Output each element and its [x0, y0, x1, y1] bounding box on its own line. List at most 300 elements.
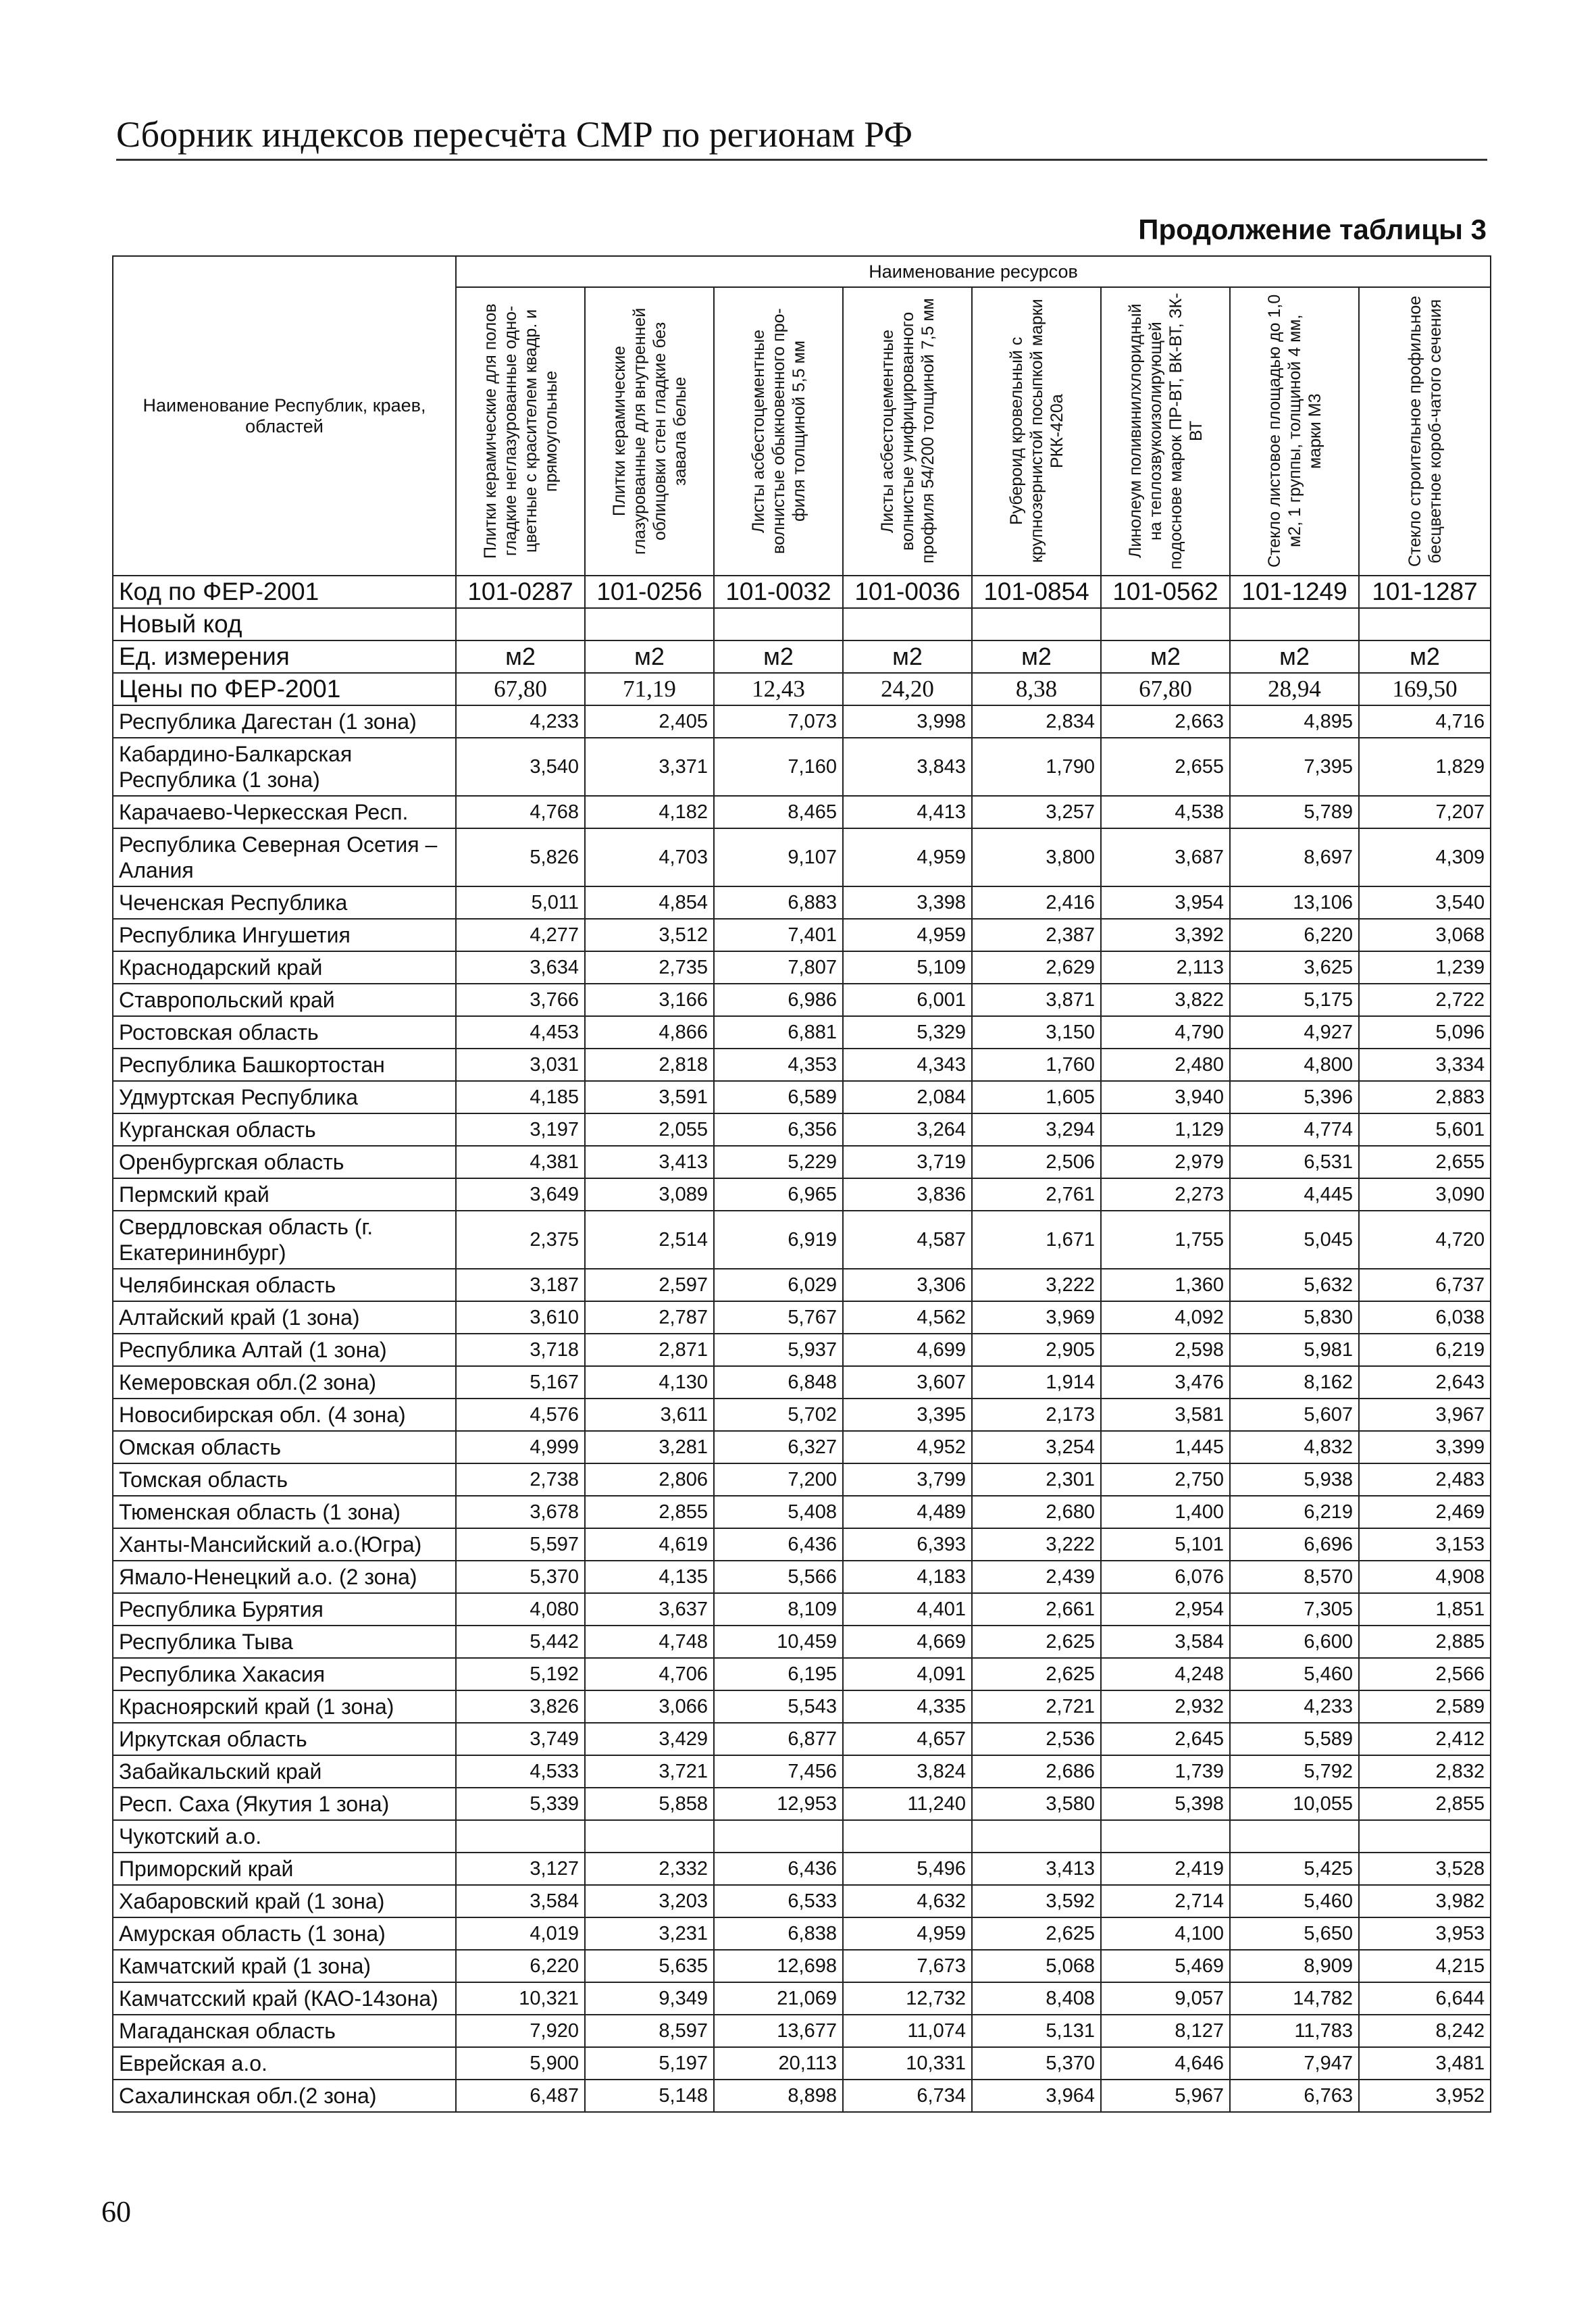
index-value-cell: 5,460	[1230, 1885, 1359, 1917]
index-value-cell: 5,635	[585, 1950, 714, 1982]
index-value-cell: 1,739	[1101, 1755, 1230, 1788]
index-value-cell: 4,019	[456, 1917, 585, 1950]
table-row	[113, 1626, 1491, 1658]
index-value-cell: 2,598	[1101, 1334, 1230, 1366]
index-value-cell: 4,401	[843, 1593, 972, 1626]
index-value-cell: 20,113	[714, 2047, 843, 2080]
resource-column-header	[1359, 287, 1491, 576]
index-value-cell: 3,090	[1359, 1178, 1491, 1211]
index-value-cell: 8,909	[1230, 1950, 1359, 1982]
index-value-cell: 3,800	[972, 828, 1101, 886]
index-value-cell: 6,531	[1230, 1146, 1359, 1178]
index-value-cell: 2,806	[585, 1463, 714, 1496]
index-value-cell: 1,755	[1101, 1211, 1230, 1269]
index-value-cell: 3,982	[1359, 1885, 1491, 1917]
price-cell: 8,38	[972, 673, 1101, 705]
index-value-cell: 8,597	[585, 2015, 714, 2047]
index-value-cell: 2,536	[972, 1723, 1101, 1755]
table-row	[113, 2015, 1491, 2047]
index-value-cell: 3,766	[456, 984, 585, 1016]
index-value-cell	[972, 1820, 1101, 1853]
index-value-cell: 4,619	[585, 1528, 714, 1561]
index-value-cell: 3,222	[972, 1269, 1101, 1301]
index-value-cell: 4,092	[1101, 1301, 1230, 1334]
region-name: Челябинская область	[113, 1269, 456, 1301]
table-row	[113, 1463, 1491, 1496]
index-value-cell: 3,824	[843, 1755, 972, 1788]
unit-cell: м2	[843, 640, 972, 673]
table-row	[113, 886, 1491, 919]
price-cell: 71,19	[585, 673, 714, 705]
index-value-cell: 6,919	[714, 1211, 843, 1269]
fer-code-cell: 101-0036	[843, 576, 972, 608]
index-value-cell: 3,150	[972, 1016, 1101, 1049]
index-value-cell: 4,959	[843, 919, 972, 951]
index-value-cell: 3,678	[456, 1496, 585, 1528]
index-value-cell: 3,591	[585, 1081, 714, 1113]
region-name: Еврейская а.о.	[113, 2047, 456, 2080]
region-name: Оренбургская область	[113, 1146, 456, 1178]
index-value-cell: 2,680	[972, 1496, 1101, 1528]
index-value-cell: 3,826	[456, 1690, 585, 1723]
fer-code-cell: 101-0562	[1101, 576, 1230, 608]
index-value-cell: 4,657	[843, 1723, 972, 1755]
index-value-cell: 3,413	[585, 1146, 714, 1178]
index-value-cell: 4,413	[843, 796, 972, 828]
index-value-cell: 3,954	[1101, 886, 1230, 919]
index-value-cell: 3,634	[456, 951, 585, 984]
table-body	[113, 576, 1491, 2112]
region-name: Магаданская область	[113, 2015, 456, 2047]
index-value-cell: 4,183	[843, 1561, 972, 1593]
table-row	[113, 1788, 1491, 1820]
region-name: Республика Дагестан (1 зона)	[113, 705, 456, 738]
index-value-cell: 1,851	[1359, 1593, 1491, 1626]
table-row	[113, 1399, 1491, 1431]
table-row	[113, 2047, 1491, 2080]
region-name: Республика Хакасия	[113, 1658, 456, 1690]
table-row	[113, 1431, 1491, 1463]
resource-name: Рубероид кровельный с крупнозернистой посыпкой марки РКК-420а	[1006, 299, 1066, 563]
region-name: Удмуртская Республика	[113, 1081, 456, 1113]
index-value-cell: 4,100	[1101, 1917, 1230, 1950]
index-value-cell: 4,309	[1359, 828, 1491, 886]
index-value-cell: 1,360	[1101, 1269, 1230, 1301]
index-value-cell: 3,222	[972, 1528, 1101, 1561]
index-value-cell: 3,166	[585, 984, 714, 1016]
index-value-cell: 6,029	[714, 1269, 843, 1301]
index-value-cell: 2,761	[972, 1178, 1101, 1211]
index-value-cell: 4,959	[843, 1917, 972, 1950]
index-value-cell: 5,408	[714, 1496, 843, 1528]
index-value-cell: 2,686	[972, 1755, 1101, 1788]
index-value-cell: 4,445	[1230, 1178, 1359, 1211]
table-row	[113, 1146, 1491, 1178]
index-value-cell: 1,671	[972, 1211, 1101, 1269]
index-value-cell: 4,182	[585, 796, 714, 828]
index-value-cell: 9,349	[585, 1982, 714, 2015]
index-value-cell: 4,632	[843, 1885, 972, 1917]
index-value-cell: 3,429	[585, 1723, 714, 1755]
index-value-cell: 7,920	[456, 2015, 585, 2047]
index-value-cell: 2,979	[1101, 1146, 1230, 1178]
index-value-cell: 3,625	[1230, 951, 1359, 984]
index-value-cell: 4,706	[585, 1658, 714, 1690]
index-value-cell: 2,818	[585, 1049, 714, 1081]
code-row	[113, 576, 1491, 608]
region-name: Забайкальский край	[113, 1755, 456, 1788]
index-value-cell: 7,395	[1230, 738, 1359, 796]
index-value-cell: 6,393	[843, 1528, 972, 1561]
index-value-cell: 5,632	[1230, 1269, 1359, 1301]
table-row	[113, 1658, 1491, 1690]
region-name: Краснодарский край	[113, 951, 456, 984]
region-name: Республика Северная Осетия – Алания	[113, 828, 456, 886]
index-value-cell: 1,829	[1359, 738, 1491, 796]
region-name: Омская область	[113, 1431, 456, 1463]
index-value-cell: 6,195	[714, 1658, 843, 1690]
index-value-cell: 2,750	[1101, 1463, 1230, 1496]
region-name: Чукотский а.о.	[113, 1820, 456, 1853]
index-value-cell: 5,109	[843, 951, 972, 984]
index-value-cell: 2,735	[585, 951, 714, 984]
index-value-cell: 5,767	[714, 1301, 843, 1334]
index-value-cell: 6,487	[456, 2080, 585, 2112]
table-row	[113, 1820, 1491, 1853]
index-value-cell: 5,396	[1230, 1081, 1359, 1113]
index-value-cell: 4,720	[1359, 1211, 1491, 1269]
price-cell: 28,94	[1230, 673, 1359, 705]
index-value-cell: 6,763	[1230, 2080, 1359, 2112]
table-row	[113, 1917, 1491, 1950]
index-value-cell: 4,703	[585, 828, 714, 886]
price-cell: 24,20	[843, 673, 972, 705]
index-value-cell: 5,792	[1230, 1755, 1359, 1788]
fer-code-cell: 101-1287	[1359, 576, 1491, 608]
fer-code-cell: 101-1249	[1230, 576, 1359, 608]
index-value-cell: 5,601	[1359, 1113, 1491, 1146]
fer-code-cell: 101-0032	[714, 576, 843, 608]
index-value-cell: 3,799	[843, 1463, 972, 1496]
table-row	[113, 1211, 1491, 1269]
index-value-cell: 6,076	[1101, 1561, 1230, 1593]
index-value-cell: 3,607	[843, 1366, 972, 1399]
unit-cell: м2	[456, 640, 585, 673]
index-value-cell: 2,416	[972, 886, 1101, 919]
index-value-cell: 5,229	[714, 1146, 843, 1178]
index-value-cell: 2,871	[585, 1334, 714, 1366]
index-value-cell: 4,533	[456, 1755, 585, 1788]
table-row	[113, 1081, 1491, 1113]
index-value-cell: 3,306	[843, 1269, 972, 1301]
index-value-cell: 4,748	[585, 1626, 714, 1658]
table-row	[113, 796, 1491, 828]
index-value-cell: 2,469	[1359, 1496, 1491, 1528]
index-value-cell: 2,597	[585, 1269, 714, 1301]
table-row	[113, 1593, 1491, 1626]
index-value-cell: 13,677	[714, 2015, 843, 2047]
index-value-cell: 1,605	[972, 1081, 1101, 1113]
index-value-cell: 4,091	[843, 1658, 972, 1690]
index-value-cell: 2,419	[1101, 1853, 1230, 1885]
table-row	[113, 1528, 1491, 1561]
index-value-cell: 9,107	[714, 828, 843, 886]
unit-row	[113, 640, 1491, 673]
index-value-cell: 10,459	[714, 1626, 843, 1658]
index-value-cell: 2,483	[1359, 1463, 1491, 1496]
page-number: 60	[101, 2195, 131, 2228]
index-value-cell: 2,625	[972, 1626, 1101, 1658]
index-value-cell: 2,855	[1359, 1788, 1491, 1820]
index-value-cell: 3,749	[456, 1723, 585, 1755]
index-value-cell: 1,445	[1101, 1431, 1230, 1463]
index-value-cell: 4,248	[1101, 1658, 1230, 1690]
index-value-cell: 3,481	[1359, 2047, 1491, 2080]
index-value-cell: 3,294	[972, 1113, 1101, 1146]
index-value-cell: 2,661	[972, 1593, 1101, 1626]
fer-code-cell: 101-0256	[585, 576, 714, 608]
table-row	[113, 2080, 1491, 2112]
index-value-cell: 7,073	[714, 705, 843, 738]
index-value-cell: 6,734	[843, 2080, 972, 2112]
index-value-cell: 5,858	[585, 1788, 714, 1820]
index-value-cell: 2,885	[1359, 1626, 1491, 1658]
region-name: Приморский край	[113, 1853, 456, 1885]
index-value-cell: 3,584	[456, 1885, 585, 1917]
index-value-cell: 5,148	[585, 2080, 714, 2112]
index-value-cell: 7,401	[714, 919, 843, 951]
table-row	[113, 1885, 1491, 1917]
index-value-cell: 3,953	[1359, 1917, 1491, 1950]
price-cell: 67,80	[456, 673, 585, 705]
new-code-cell	[714, 608, 843, 640]
index-value-cell	[1230, 1820, 1359, 1853]
index-value-cell: 3,964	[972, 2080, 1101, 2112]
table-row	[113, 984, 1491, 1016]
region-name: Пермский край	[113, 1178, 456, 1211]
index-value-cell: 3,089	[585, 1178, 714, 1211]
index-value-cell: 6,220	[1230, 919, 1359, 951]
index-value-cell: 3,540	[1359, 886, 1491, 919]
index-value-cell: 5,398	[1101, 1788, 1230, 1820]
index-value-cell: 3,392	[1101, 919, 1230, 951]
region-name: Томская область	[113, 1463, 456, 1496]
region-name: Курганская область	[113, 1113, 456, 1146]
index-value-cell: 4,669	[843, 1626, 972, 1658]
table-row	[113, 1853, 1491, 1885]
index-value-cell: 7,947	[1230, 2047, 1359, 2080]
index-value-cell	[1359, 1820, 1491, 1853]
index-value-cell: 8,697	[1230, 828, 1359, 886]
region-name: Свердловская область (г. Екатерининбург)	[113, 1211, 456, 1269]
index-value-cell: 4,908	[1359, 1561, 1491, 1593]
index-value-cell: 5,175	[1230, 984, 1359, 1016]
region-name: Камчатсский край (КАО-14зона)	[113, 1982, 456, 2015]
index-value-cell: 4,768	[456, 796, 585, 828]
price-cell: 12,43	[714, 673, 843, 705]
resource-column-header	[1230, 287, 1359, 576]
index-value-cell: 4,952	[843, 1431, 972, 1463]
index-value-cell: 8,127	[1101, 2015, 1230, 2047]
index-value-cell: 6,965	[714, 1178, 843, 1211]
index-value-cell: 10,321	[456, 1982, 585, 2015]
index-value-cell: 6,001	[843, 984, 972, 1016]
index-value-cell: 6,038	[1359, 1301, 1491, 1334]
index-value-cell: 5,937	[714, 1334, 843, 1366]
header-divider	[116, 159, 1487, 161]
index-value-cell: 6,219	[1359, 1334, 1491, 1366]
index-value-cell	[456, 1820, 585, 1853]
index-value-cell: 4,774	[1230, 1113, 1359, 1146]
index-value-cell: 3,476	[1101, 1366, 1230, 1399]
code-row-label: Код по ФЕР-2001	[113, 576, 456, 608]
index-value-cell: 5,101	[1101, 1528, 1230, 1561]
index-value-cell: 2,514	[585, 1211, 714, 1269]
index-value-cell: 3,231	[585, 1917, 714, 1950]
index-value-cell: 7,207	[1359, 796, 1491, 828]
index-value-cell: 1,914	[972, 1366, 1101, 1399]
index-value-cell: 2,832	[1359, 1755, 1491, 1788]
table-row	[113, 1561, 1491, 1593]
index-value-cell: 6,327	[714, 1431, 843, 1463]
index-value-cell: 3,334	[1359, 1049, 1491, 1081]
index-value-cell: 4,895	[1230, 705, 1359, 738]
resource-column-header	[585, 287, 714, 576]
index-value-cell: 2,084	[843, 1081, 972, 1113]
index-value-cell: 4,716	[1359, 705, 1491, 738]
resource-column-header	[456, 287, 585, 576]
index-value-cell: 3,822	[1101, 984, 1230, 1016]
index-value-cell: 3,719	[843, 1146, 972, 1178]
index-value-cell: 6,436	[714, 1853, 843, 1885]
region-name: Иркутская область	[113, 1723, 456, 1755]
index-value-cell: 2,655	[1359, 1146, 1491, 1178]
unit-cell: м2	[972, 640, 1101, 673]
index-value-cell: 5,131	[972, 2015, 1101, 2047]
index-value-cell: 4,135	[585, 1561, 714, 1593]
index-value-cell: 3,197	[456, 1113, 585, 1146]
region-name: Республика Башкортостан	[113, 1049, 456, 1081]
index-value-cell	[585, 1820, 714, 1853]
index-value-cell: 3,203	[585, 1885, 714, 1917]
index-value-cell: 4,790	[1101, 1016, 1230, 1049]
index-value-cell: 12,732	[843, 1982, 972, 2015]
new-code-cell	[456, 608, 585, 640]
index-value-cell: 3,281	[585, 1431, 714, 1463]
index-value-cell: 11,074	[843, 2015, 972, 2047]
index-value-cell: 5,597	[456, 1528, 585, 1561]
index-value-cell: 1,760	[972, 1049, 1101, 1081]
index-value-cell: 12,698	[714, 1950, 843, 1982]
price-row-label: Цены по ФЕР-2001	[113, 673, 456, 705]
index-value-cell: 5,460	[1230, 1658, 1359, 1690]
index-value-cell: 11,240	[843, 1788, 972, 1820]
price-row	[113, 673, 1491, 705]
resource-column-header	[972, 287, 1101, 576]
index-value-cell: 2,332	[585, 1853, 714, 1885]
index-value-cell: 3,687	[1101, 828, 1230, 886]
index-value-cell: 14,782	[1230, 1982, 1359, 2015]
unit-cell: м2	[585, 640, 714, 673]
index-value-cell: 2,932	[1101, 1690, 1230, 1723]
region-name: Ростовская область	[113, 1016, 456, 1049]
index-value-cell: 3,871	[972, 984, 1101, 1016]
new-code-row-label: Новый код	[113, 608, 456, 640]
index-value-cell: 5,329	[843, 1016, 972, 1049]
fer-code-cell: 101-0854	[972, 576, 1101, 608]
index-value-cell: 3,540	[456, 738, 585, 796]
index-value-cell: 3,610	[456, 1301, 585, 1334]
index-value-cell: 2,643	[1359, 1366, 1491, 1399]
index-value-cell: 2,506	[972, 1146, 1101, 1178]
resource-column-header	[1101, 287, 1230, 576]
index-value-cell: 6,644	[1359, 1982, 1491, 2015]
index-value-cell: 2,273	[1101, 1178, 1230, 1211]
index-value-cell: 2,787	[585, 1301, 714, 1334]
index-value-cell: 7,673	[843, 1950, 972, 1982]
index-value-cell: 4,562	[843, 1301, 972, 1334]
index-value-cell: 4,927	[1230, 1016, 1359, 1049]
table-row	[113, 1723, 1491, 1755]
index-value-cell: 2,173	[972, 1399, 1101, 1431]
index-value-cell: 3,153	[1359, 1528, 1491, 1561]
index-value-cell: 2,714	[1101, 1885, 1230, 1917]
index-value-cell: 4,999	[456, 1431, 585, 1463]
index-value-cell: 6,881	[714, 1016, 843, 1049]
index-value-cell: 4,185	[456, 1081, 585, 1113]
index-value-cell: 3,637	[585, 1593, 714, 1626]
index-value-cell: 6,838	[714, 1917, 843, 1950]
index-value-cell: 13,106	[1230, 886, 1359, 919]
new-code-cell	[972, 608, 1101, 640]
new-code-cell	[1101, 608, 1230, 640]
index-value-cell: 2,721	[972, 1690, 1101, 1723]
table-row	[113, 1049, 1491, 1081]
index-value-cell: 4,080	[456, 1593, 585, 1626]
new-code-cell	[1359, 608, 1491, 640]
index-value-cell: 3,257	[972, 796, 1101, 828]
index-value-cell: 3,371	[585, 738, 714, 796]
index-value-cell: 2,412	[1359, 1723, 1491, 1755]
index-value-cell: 5,011	[456, 886, 585, 919]
resource-name: Плитки керамические глазурованные для внутренней облицовки стен гладкие без завала белые	[609, 307, 690, 555]
new-code-cell	[1230, 608, 1359, 640]
table-row	[113, 1301, 1491, 1334]
index-value-cell: 5,650	[1230, 1917, 1359, 1950]
index-value-cell: 2,722	[1359, 984, 1491, 1016]
index-value-cell: 3,998	[843, 705, 972, 738]
region-name: Новосибирская обл. (4 зона)	[113, 1399, 456, 1431]
index-value-cell: 2,480	[1101, 1049, 1230, 1081]
index-value-cell	[843, 1820, 972, 1853]
index-value-cell: 6,986	[714, 984, 843, 1016]
index-value-cell: 2,883	[1359, 1081, 1491, 1113]
index-value-cell: 5,469	[1101, 1950, 1230, 1982]
index-value-cell: 5,702	[714, 1399, 843, 1431]
index-value-cell: 8,162	[1230, 1366, 1359, 1399]
region-name: Ханты-Мансийский а.о.(Югра)	[113, 1528, 456, 1561]
region-name: Республика Тыва	[113, 1626, 456, 1658]
region-name: Тюменская область (1 зона)	[113, 1496, 456, 1528]
index-value-cell: 2,834	[972, 705, 1101, 738]
index-value-cell: 3,611	[585, 1399, 714, 1431]
index-value-cell: 3,649	[456, 1178, 585, 1211]
index-value-cell: 2,405	[585, 705, 714, 738]
price-cell: 169,50	[1359, 673, 1491, 705]
index-value-cell: 4,489	[843, 1496, 972, 1528]
index-value-cell: 6,356	[714, 1113, 843, 1146]
index-value-cell: 6,877	[714, 1723, 843, 1755]
